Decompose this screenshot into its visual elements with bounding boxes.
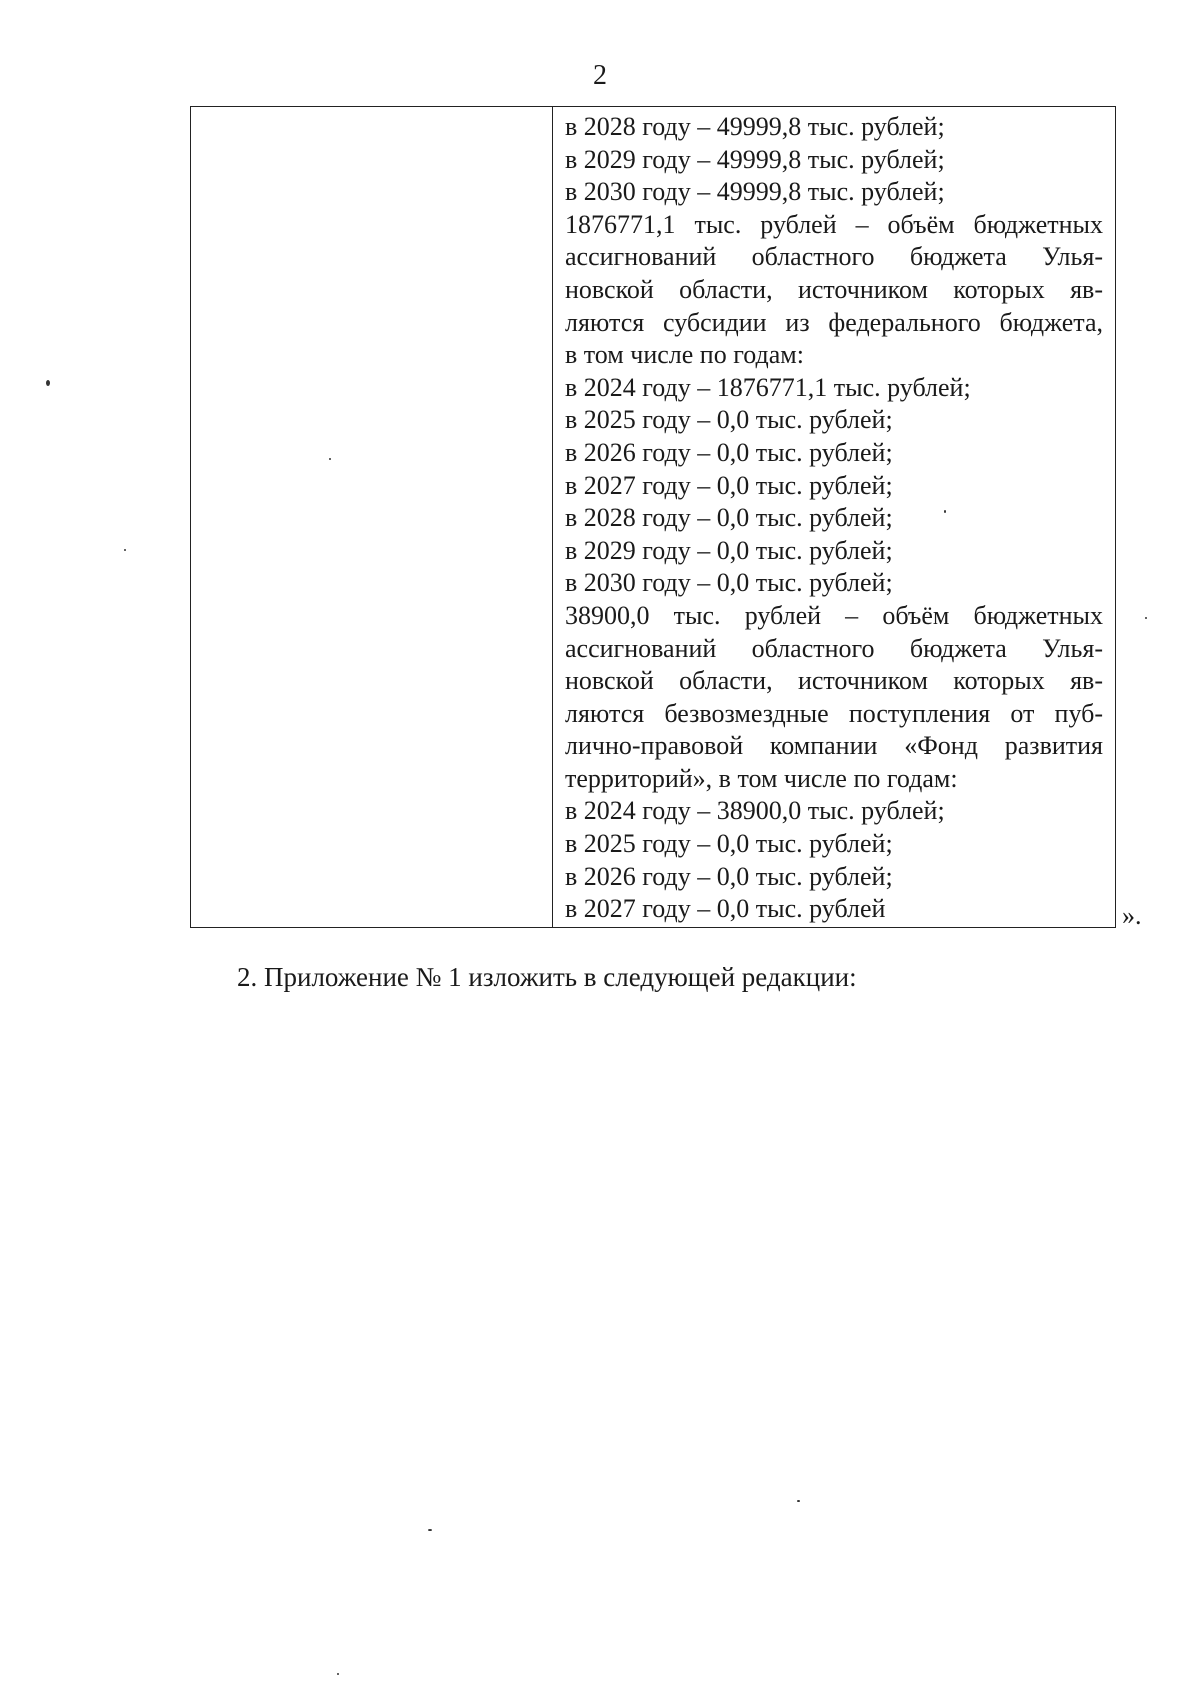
table-line: ассигнований областного бюджета Улья- <box>565 242 1103 272</box>
table-line: лично-правовой компании «Фонд развития <box>565 731 1103 761</box>
table-left-cell <box>191 107 553 927</box>
scan-speck <box>329 458 331 460</box>
table-right-cell <box>553 107 1115 927</box>
table-line: в том числе по годам: <box>565 340 804 370</box>
table-line: в 2027 году – 0,0 тыс. рублей; <box>565 470 893 500</box>
table-line: в 2025 году – 0,0 тыс. рублей; <box>565 405 893 435</box>
scan-speck <box>797 1500 800 1502</box>
table-line: новской области, источником которых яв- <box>565 274 1103 304</box>
table-line: в 2026 году – 0,0 тыс. рублей; <box>565 861 893 891</box>
table-line: в 2026 году – 0,0 тыс. рублей; <box>565 437 893 467</box>
closing-quote: ». <box>1122 901 1142 930</box>
table-line: ляются субсидии из федерального бюджета, <box>565 307 1103 337</box>
scan-speck <box>428 1529 432 1531</box>
table-line: в 2025 году – 0,0 тыс. рублей; <box>565 829 893 859</box>
table-line: 38900,0 тыс. рублей – объём бюджетных <box>565 600 1103 630</box>
table-line: новской области, источником которых яв- <box>565 666 1103 696</box>
table-line: территорий», в том числе по годам: <box>565 763 958 793</box>
table-line: ассигнований областного бюджета Улья- <box>565 633 1103 663</box>
scan-speck <box>46 380 50 386</box>
paragraph-item-2: 2. Приложение № 1 изложить в следующей редакции: <box>237 962 857 992</box>
scan-speck <box>1145 617 1147 619</box>
scan-speck <box>944 510 946 513</box>
table-line: в 2029 году – 49999,8 тыс. рублей; <box>565 144 945 174</box>
table-line: ляются безвозмездные поступления от пуб- <box>565 698 1103 728</box>
table-line: в 2028 году – 0,0 тыс. рублей; <box>565 503 893 533</box>
table-line: 1876771,1 тыс. рублей – объём бюджетных <box>565 209 1103 239</box>
table-line: в 2030 году – 0,0 тыс. рублей; <box>565 568 893 598</box>
table-line: в 2027 году – 0,0 тыс. рублей <box>565 894 886 924</box>
table-line: в 2024 году – 38900,0 тыс. рублей; <box>565 796 945 826</box>
scan-speck <box>124 549 126 551</box>
table-line: в 2030 году – 49999,8 тыс. рублей; <box>565 177 945 207</box>
scan-speck <box>337 1673 339 1675</box>
page-number: 2 <box>593 60 607 91</box>
budget-table <box>190 106 1116 928</box>
table-line: в 2028 году – 49999,8 тыс. рублей; <box>565 112 945 141</box>
table-line: в 2024 году – 1876771,1 тыс. рублей; <box>565 372 971 402</box>
table-line: в 2029 году – 0,0 тыс. рублей; <box>565 535 893 565</box>
